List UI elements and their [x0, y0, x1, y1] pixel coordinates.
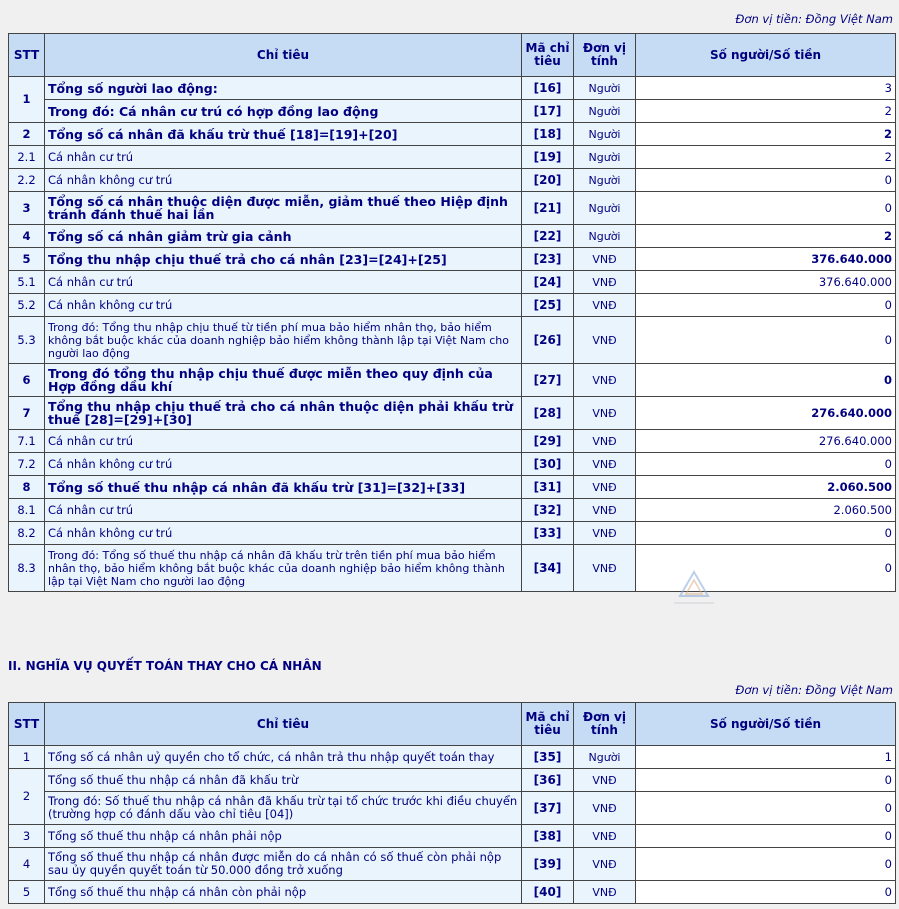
- row-stt: 5.3: [9, 317, 45, 364]
- row-value-input[interactable]: 2: [636, 146, 896, 169]
- row-value-input[interactable]: 0: [636, 169, 896, 192]
- row-unit: Người: [574, 192, 636, 225]
- header-so-nguoi-so-tien: Số người/Số tiền: [636, 703, 896, 746]
- row-value-input[interactable]: 1: [636, 746, 896, 769]
- row-text: Cá nhân cư trú: [45, 499, 522, 522]
- row-text: Trong đó: Tổng thu nhập chịu thuế từ tiền phí mua bảo hiểm nhân thọ, bảo hiểm không bắt buộc khác của doanh nghiệp bảo hiểm không thành lập tại Việt Nam cho người lao động: [45, 317, 522, 364]
- row-text: Tổng số cá nhân giảm trừ gia cảnh: [45, 225, 522, 248]
- table-row: [9, 825, 896, 848]
- row-unit: Người: [574, 225, 636, 248]
- row-code: [36]: [522, 769, 574, 792]
- row-stt: 3: [9, 825, 45, 848]
- row-unit: Người: [574, 123, 636, 146]
- row-stt: 5.1: [9, 271, 45, 294]
- row-stt: 2: [9, 123, 45, 146]
- table-row: [9, 792, 896, 825]
- row-value-input[interactable]: 0: [636, 453, 896, 476]
- row-unit: VNĐ: [574, 317, 636, 364]
- row-code: [22]: [522, 225, 574, 248]
- row-code: [21]: [522, 192, 574, 225]
- row-code: [30]: [522, 453, 574, 476]
- header-so-nguoi-so-tien: Số người/Số tiền: [636, 34, 896, 77]
- row-stt: 1: [9, 77, 45, 123]
- table-row: [9, 430, 896, 453]
- row-code: [37]: [522, 792, 574, 825]
- row-value-input[interactable]: 0: [636, 769, 896, 792]
- row-stt: 8.3: [9, 545, 45, 592]
- row-text: Tổng số thuế thu nhập cá nhân phải nộp: [45, 825, 522, 848]
- table-row: [9, 294, 896, 317]
- header-stt: STT: [9, 703, 45, 746]
- row-stt: 5: [9, 881, 45, 904]
- row-text: Cá nhân cư trú: [45, 430, 522, 453]
- table-row: [9, 364, 896, 397]
- row-code: [16]: [522, 77, 574, 100]
- row-code: [20]: [522, 169, 574, 192]
- currency-unit-label-2: Đơn vị tiền: Đồng Việt Nam: [735, 683, 893, 697]
- header-chi-tieu: Chỉ tiêu: [45, 703, 522, 746]
- row-value-input[interactable]: 2.060.500: [636, 476, 896, 499]
- row-code: [40]: [522, 881, 574, 904]
- row-code: [19]: [522, 146, 574, 169]
- row-text: Tổng số cá nhân đã khấu trừ thuế [18]=[19]+[20]: [45, 123, 522, 146]
- row-unit: VNĐ: [574, 476, 636, 499]
- row-value-input[interactable]: 2: [636, 225, 896, 248]
- header-stt: STT: [9, 34, 45, 77]
- table-row: [9, 77, 896, 100]
- table-row: [9, 769, 896, 792]
- row-value-input[interactable]: 376.640.000: [636, 271, 896, 294]
- row-text: Trong đó: Số thuế thu nhập cá nhân đã khấu trừ tại tổ chức trước khi điều chuyển (trường hợp có đánh dấu vào chỉ tiêu [04]): [45, 792, 522, 825]
- row-unit: Người: [574, 77, 636, 100]
- row-value-input[interactable]: 376.640.000: [636, 248, 896, 271]
- row-stt: 7.2: [9, 453, 45, 476]
- row-code: [27]: [522, 364, 574, 397]
- row-text: Cá nhân không cư trú: [45, 522, 522, 545]
- table-row: [9, 317, 896, 364]
- row-unit: VNĐ: [574, 769, 636, 792]
- watermark-logo: [668, 570, 720, 610]
- table-row: [9, 881, 896, 904]
- table-part-1: [8, 33, 896, 592]
- row-text: Cá nhân cư trú: [45, 271, 522, 294]
- row-unit: VNĐ: [574, 499, 636, 522]
- row-stt: 2.2: [9, 169, 45, 192]
- row-text: Tổng số thuế thu nhập cá nhân đã khấu trừ [31]=[32]+[33]: [45, 476, 522, 499]
- row-stt: 2: [9, 769, 45, 825]
- row-text: Tổng số thuế thu nhập cá nhân còn phải nộp: [45, 881, 522, 904]
- row-stt: 1: [9, 746, 45, 769]
- row-code: [31]: [522, 476, 574, 499]
- row-stt: 4: [9, 225, 45, 248]
- row-unit: VNĐ: [574, 545, 636, 592]
- row-value-input[interactable]: 276.640.000: [636, 430, 896, 453]
- row-value-input[interactable]: 0: [636, 317, 896, 364]
- row-text: Trong đó: Cá nhân cư trú có hợp đồng lao động: [45, 100, 522, 123]
- row-value-input[interactable]: 0: [636, 545, 896, 592]
- table-row: [9, 476, 896, 499]
- row-unit: VNĐ: [574, 453, 636, 476]
- row-unit: VNĐ: [574, 397, 636, 430]
- row-stt: 5.2: [9, 294, 45, 317]
- row-value-input[interactable]: 0: [636, 848, 896, 881]
- row-unit: Người: [574, 146, 636, 169]
- row-value-input[interactable]: 0: [636, 792, 896, 825]
- row-value-input[interactable]: 2.060.500: [636, 499, 896, 522]
- row-unit: Người: [574, 100, 636, 123]
- table-row: [9, 271, 896, 294]
- table-row: [9, 100, 896, 123]
- row-code: [23]: [522, 248, 574, 271]
- row-stt: 5: [9, 248, 45, 271]
- row-text: Cá nhân không cư trú: [45, 169, 522, 192]
- table-row: [9, 123, 896, 146]
- row-text: Tổng số cá nhân uỷ quyền cho tổ chức, cá nhân trả thu nhập quyết toán thay: [45, 746, 522, 769]
- row-code: [24]: [522, 271, 574, 294]
- row-value-input[interactable]: 0: [636, 522, 896, 545]
- row-text: Cá nhân không cư trú: [45, 294, 522, 317]
- currency-unit-label: Đơn vị tiền: Đồng Việt Nam: [735, 12, 893, 26]
- table-row: [9, 848, 896, 881]
- header-don-vi-tinh: Đơn vị tính: [574, 703, 636, 746]
- row-stt: 7.1: [9, 430, 45, 453]
- table-row: [9, 545, 896, 592]
- row-unit: Người: [574, 169, 636, 192]
- row-text: Trong đó tổng thu nhập chịu thuế được miễn theo quy định của Hợp đồng dầu khí: [45, 364, 522, 397]
- row-text: Tổng số thuế thu nhập cá nhân đã khấu trừ: [45, 769, 522, 792]
- row-unit: VNĐ: [574, 848, 636, 881]
- row-code: [32]: [522, 499, 574, 522]
- header-ma-chi-tieu: Mã chỉ tiêu: [522, 34, 574, 77]
- row-unit: VNĐ: [574, 271, 636, 294]
- row-code: [39]: [522, 848, 574, 881]
- header-ma-chi-tieu: Mã chỉ tiêu: [522, 703, 574, 746]
- row-code: [25]: [522, 294, 574, 317]
- header-don-vi-tinh: Đơn vị tính: [574, 34, 636, 77]
- table-part-2: [8, 702, 896, 904]
- row-value-input[interactable]: 2: [636, 123, 896, 146]
- row-unit: VNĐ: [574, 430, 636, 453]
- row-code: [29]: [522, 430, 574, 453]
- row-code: [17]: [522, 100, 574, 123]
- row-unit: VNĐ: [574, 881, 636, 904]
- row-unit: Người: [574, 746, 636, 769]
- table-row: [9, 397, 896, 430]
- table-row: [9, 169, 896, 192]
- header-chi-tieu: Chỉ tiêu: [45, 34, 522, 77]
- table-row: [9, 522, 896, 545]
- row-stt: 7: [9, 397, 45, 430]
- row-text: Trong đó: Tổng số thuế thu nhập cá nhân đã khấu trừ trên tiền phí mua bảo hiểm nhân thọ, bảo hiểm không bắt buộc khác của doanh nghiệp bảo hiểm không thành lập tại Việt Nam cho người lao động: [45, 545, 522, 592]
- row-unit: VNĐ: [574, 792, 636, 825]
- table-row: [9, 248, 896, 271]
- row-code: [28]: [522, 397, 574, 430]
- row-text: Tổng số người lao động:: [45, 77, 522, 100]
- row-unit: VNĐ: [574, 248, 636, 271]
- row-code: [33]: [522, 522, 574, 545]
- row-unit: VNĐ: [574, 825, 636, 848]
- row-stt: 8: [9, 476, 45, 499]
- row-value-input[interactable]: 0: [636, 881, 896, 904]
- table-row: [9, 453, 896, 476]
- row-value-input[interactable]: 2: [636, 100, 896, 123]
- row-text: Cá nhân không cư trú: [45, 453, 522, 476]
- row-text: Tổng số cá nhân thuộc diện được miễn, giảm thuế theo Hiệp định tránh đánh thuế hai lần: [45, 192, 522, 225]
- row-text: Cá nhân cư trú: [45, 146, 522, 169]
- row-text: Tổng số thuế thu nhập cá nhân được miễn do cá nhân có số thuế còn phải nộp sau ủy quyền quyết toán từ 50.000 đồng trở xuống: [45, 848, 522, 881]
- row-text: Tổng thu nhập chịu thuế trả cho cá nhân [23]=[24]+[25]: [45, 248, 522, 271]
- section-2-title: II. NGHĨA VỤ QUYẾT TOÁN THAY CHO CÁ NHÂN: [8, 659, 322, 673]
- row-value-input[interactable]: 276.640.000: [636, 397, 896, 430]
- table-row: [9, 146, 896, 169]
- row-value-input[interactable]: 0: [636, 825, 896, 848]
- row-code: [26]: [522, 317, 574, 364]
- row-unit: VNĐ: [574, 364, 636, 397]
- row-stt: 4: [9, 848, 45, 881]
- row-value-input[interactable]: 3: [636, 77, 896, 100]
- row-stt: 6: [9, 364, 45, 397]
- row-text: Tổng thu nhập chịu thuế trả cho cá nhân thuộc diện phải khấu trừ thuế [28]=[29]+[30]: [45, 397, 522, 430]
- row-stt: 8.2: [9, 522, 45, 545]
- row-value-input[interactable]: 0: [636, 192, 896, 225]
- table-row: [9, 746, 896, 769]
- row-code: [18]: [522, 123, 574, 146]
- row-unit: VNĐ: [574, 522, 636, 545]
- row-code: [35]: [522, 746, 574, 769]
- row-unit: VNĐ: [574, 294, 636, 317]
- row-value-input[interactable]: 0: [636, 294, 896, 317]
- row-value-input[interactable]: 0: [636, 364, 896, 397]
- table-row: [9, 225, 896, 248]
- table-row: [9, 192, 896, 225]
- row-stt: 2.1: [9, 146, 45, 169]
- row-stt: 8.1: [9, 499, 45, 522]
- row-code: [34]: [522, 545, 574, 592]
- row-stt: 3: [9, 192, 45, 225]
- row-code: [38]: [522, 825, 574, 848]
- table-row: [9, 499, 896, 522]
